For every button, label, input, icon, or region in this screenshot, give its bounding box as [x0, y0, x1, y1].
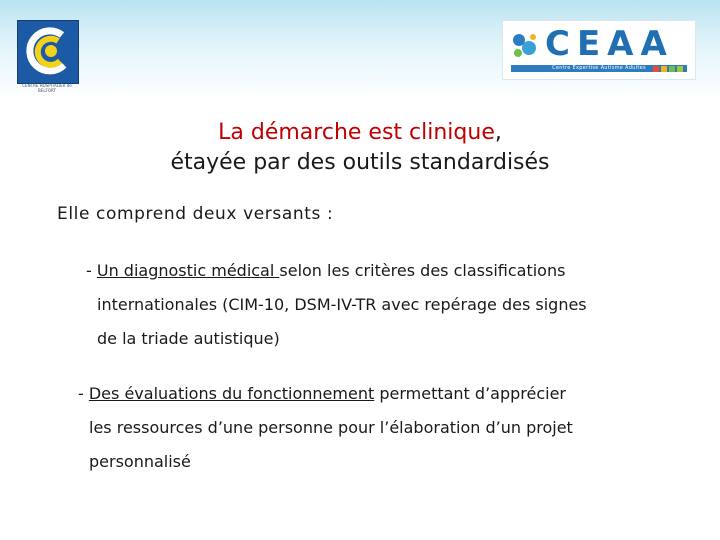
list-item [86, 254, 706, 356]
item-line-3: personnalisé [89, 452, 191, 471]
title-comma: , [494, 120, 502, 145]
ch-belfort-caption: CENTRE HOSPITALIER de BELFORT [22, 83, 72, 93]
item-rest: permettant d’apprécier [374, 384, 567, 403]
item-dash: - [78, 384, 89, 403]
title-line-1: La démarche est clinique [218, 120, 495, 145]
item-line-2: les ressources d’une personne pour l’élaboration d’un projet [89, 418, 573, 437]
ceaa-wordmark: CEAA [545, 24, 674, 64]
intro-text: Elle comprend deux versants : [57, 204, 334, 224]
ceaa-mark-icon [509, 28, 543, 62]
ch-belfort-logo [17, 20, 79, 84]
item-rest: selon les critères des classifications [279, 261, 566, 280]
ceaa-color-dots-icon [653, 66, 689, 72]
list-item [78, 377, 698, 479]
ceaa-logo [502, 20, 696, 80]
ceaa-tagline: Centre Expertise Autisme Adultes [511, 65, 687, 72]
item-line-3: de la triade autistique) [97, 329, 280, 348]
item-dash: - [86, 261, 97, 280]
item-underlined: Un diagnostic médical [96, 261, 280, 280]
item-underlined: Des évaluations du fonctionnement [88, 384, 375, 403]
title-line-2: étayée par des outils standardisés [170, 150, 550, 175]
item-line-2: internationales (CIM-10, DSM-IV-TR avec repérage des signes [97, 295, 587, 314]
slide-title [60, 118, 660, 178]
